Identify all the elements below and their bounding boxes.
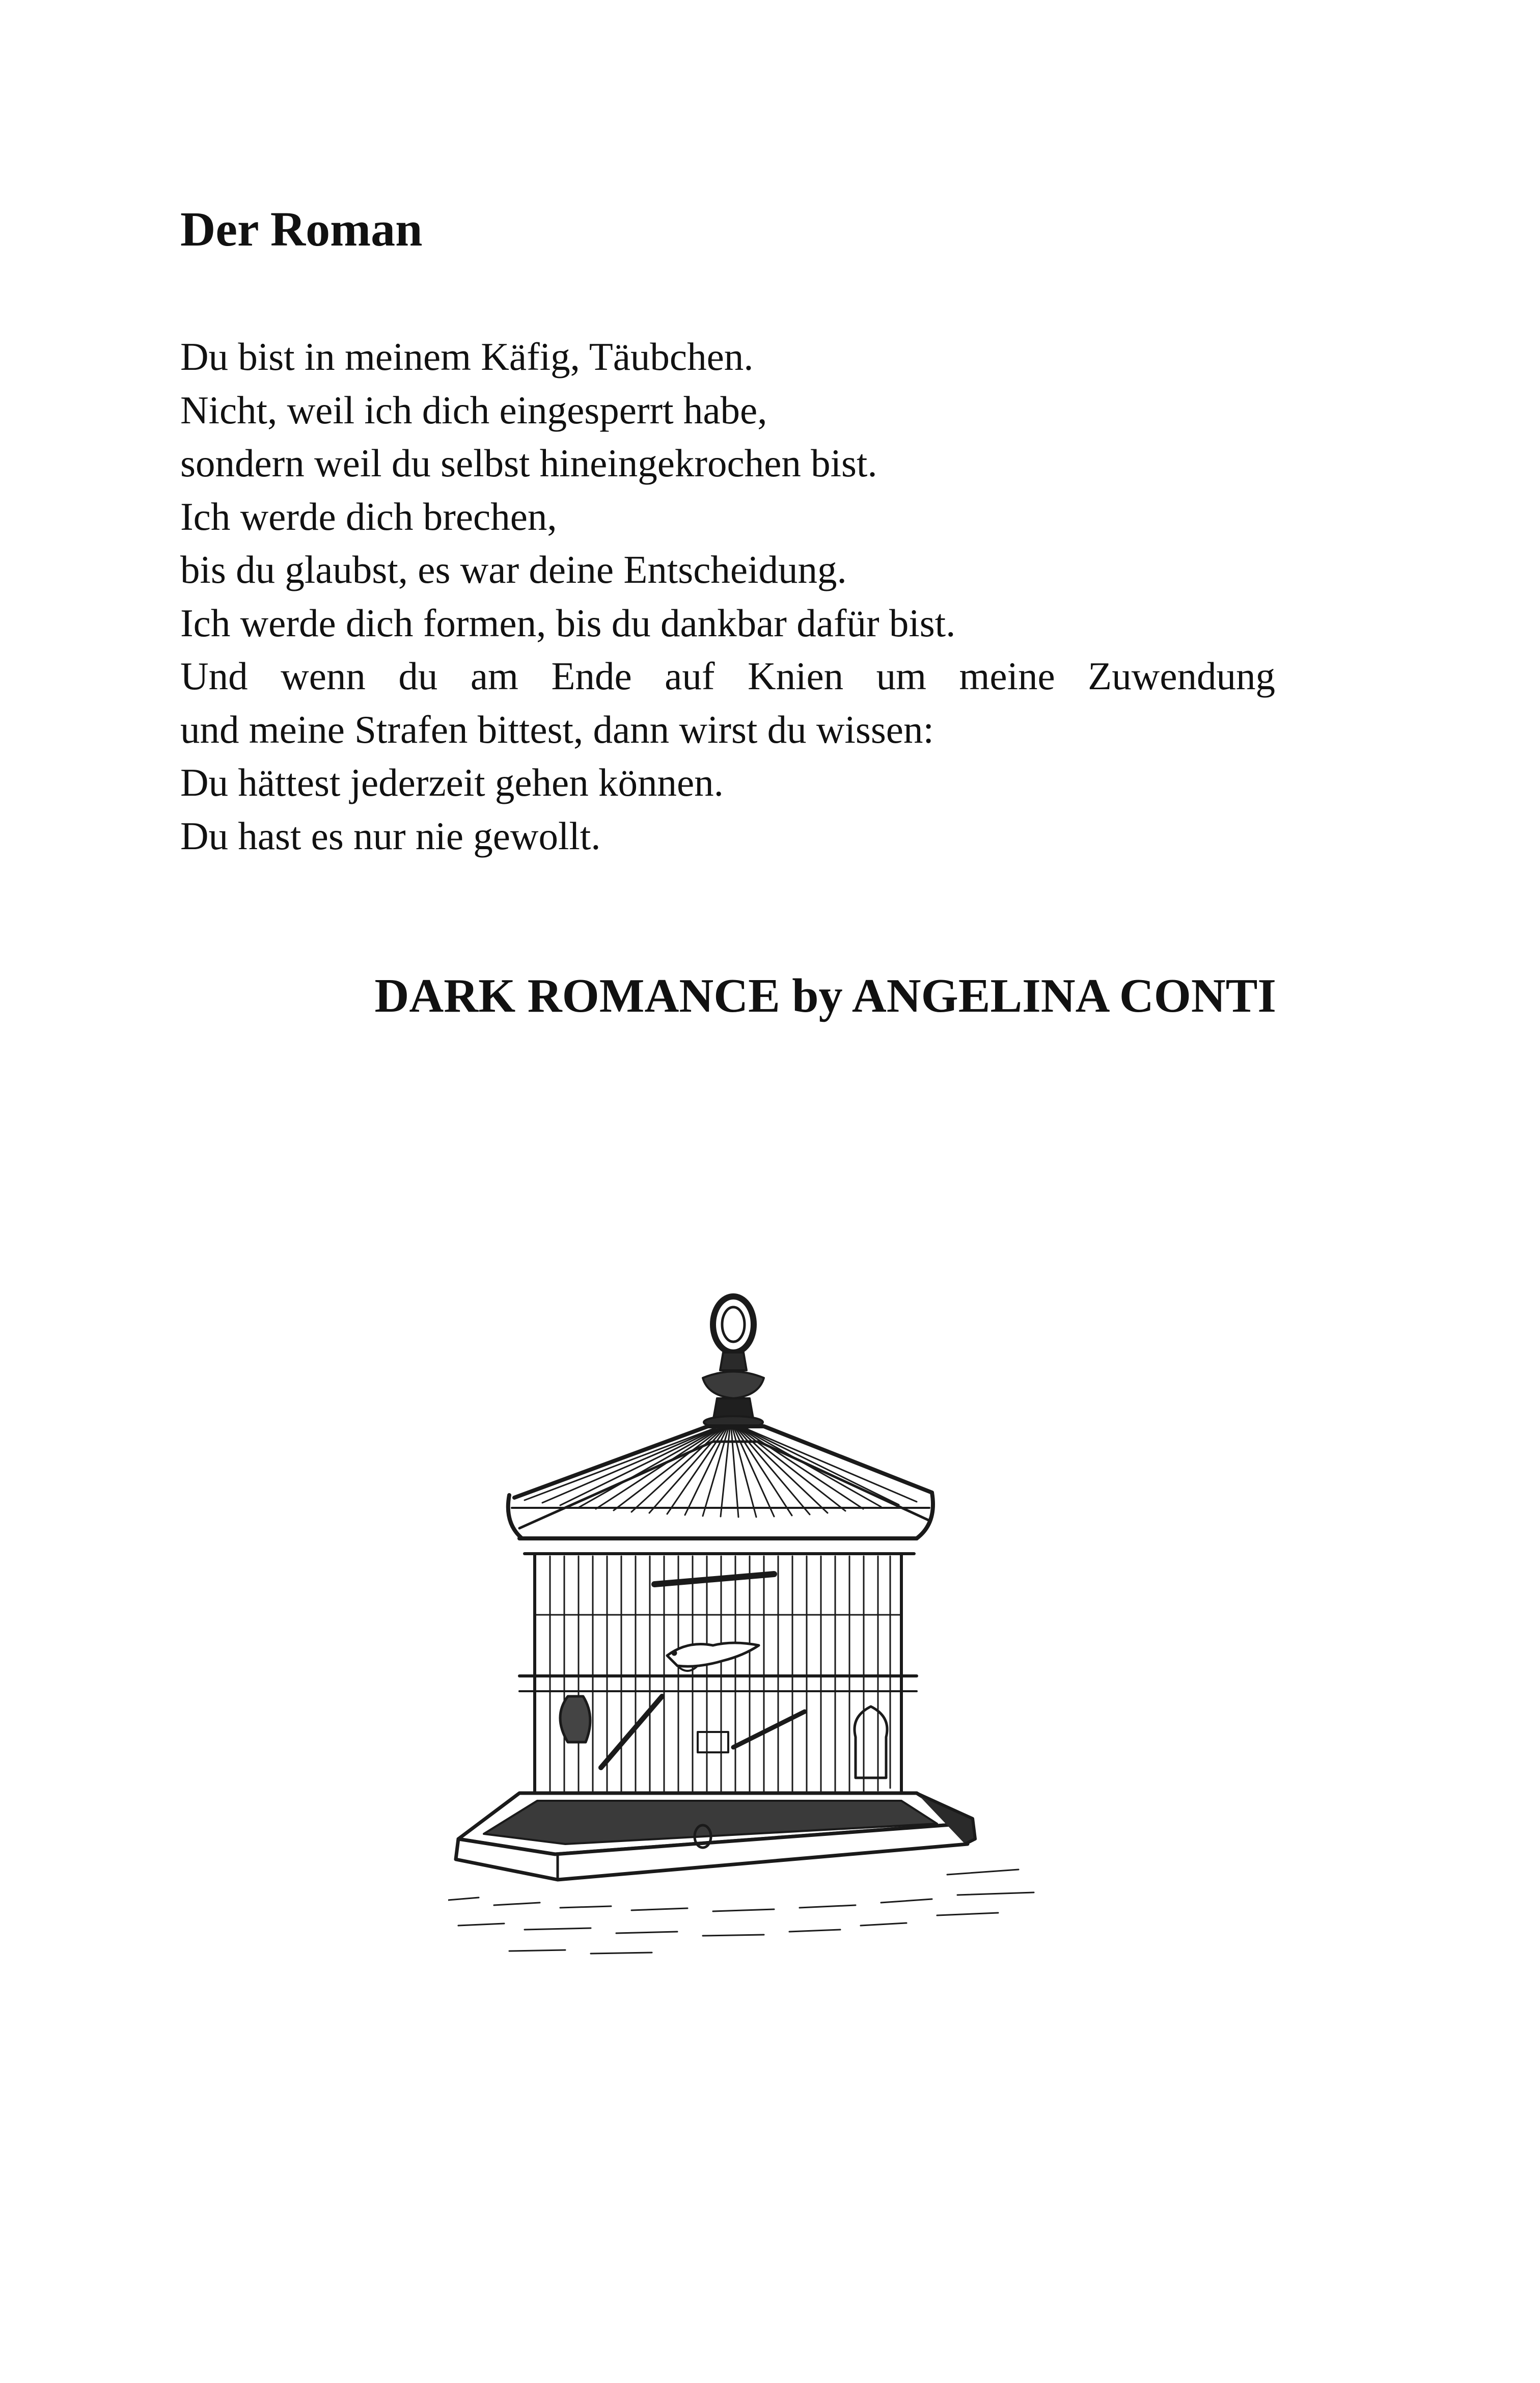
poem-line: Du hast es nur nie gewollt.: [180, 814, 601, 858]
poem-line: und meine Strafen bittest, dann wirst du wissen:: [180, 707, 934, 751]
birdcage-illustration: [448, 1289, 1059, 1961]
poem-line: Du hättest jederzeit gehen können.: [180, 761, 724, 804]
poem-body: [180, 330, 1275, 862]
poem-title: Der Roman: [180, 202, 423, 256]
poem-line: bis du glaubst, es war deine Entscheidung.: [180, 548, 847, 591]
book-byline: DARK ROMANCE by ANGELINA CONTI: [374, 969, 1276, 1022]
poem-line: Und wenn du am Ende auf Knien um meine Zuwendung: [180, 654, 1275, 698]
poem-line: Ich werde dich formen, bis du dankbar dafür bist.: [180, 601, 956, 645]
poem-line: Ich werde dich brechen,: [180, 494, 557, 538]
poem-line: Du bist in meinem Käfig, Täubchen.: [180, 335, 754, 378]
poem-line: sondern weil du selbst hineingekrochen bist.: [180, 441, 877, 485]
poem-line: Nicht, weil ich dich eingesperrt habe,: [180, 388, 767, 432]
